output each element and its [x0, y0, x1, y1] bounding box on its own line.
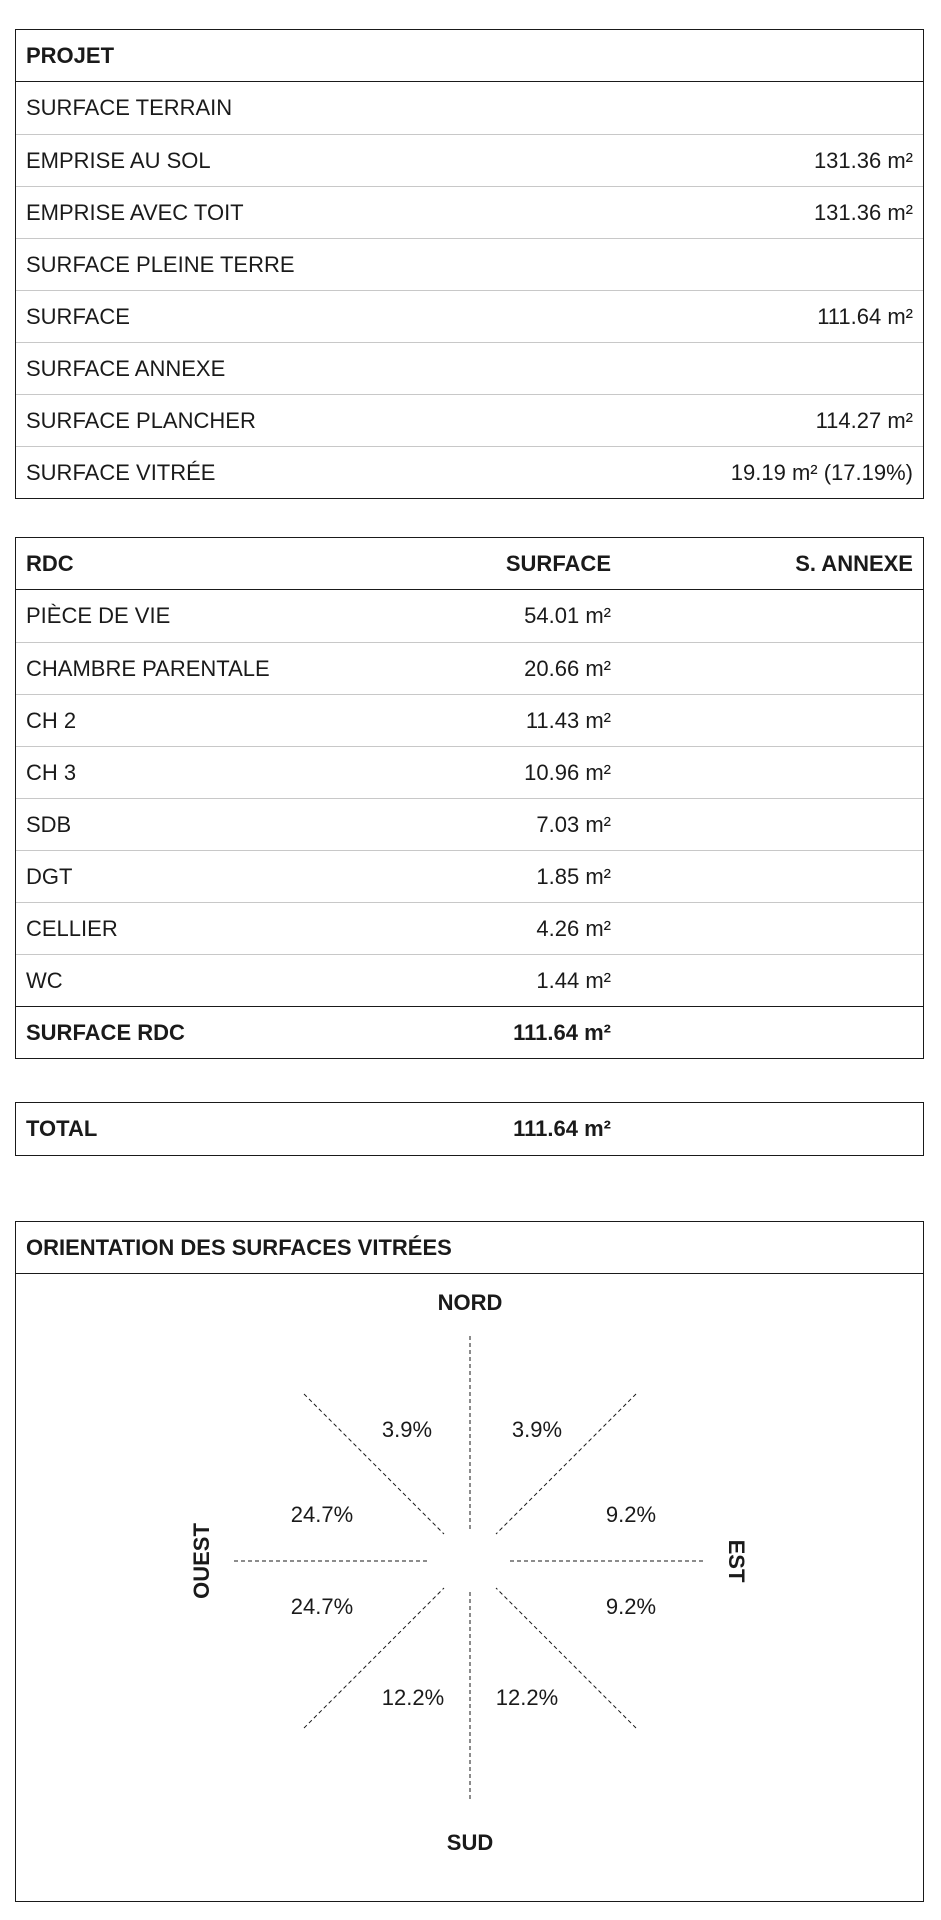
row-label: SURFACE: [26, 303, 130, 329]
table-row: [16, 238, 923, 290]
room-surface: 7.03 m²: [536, 811, 611, 837]
row-value: 131.36 m²: [813, 147, 913, 173]
table-row: [16, 954, 923, 1006]
row-label: SURFACE TERRAIN: [26, 95, 233, 120]
orientation-header: [16, 1222, 923, 1274]
rdc-header: [16, 538, 923, 590]
table-row: [16, 134, 923, 186]
row-value: 114.27 m²: [815, 407, 913, 433]
pct-nnw: 3.9%: [381, 1417, 433, 1442]
orientation-panel: [15, 1221, 924, 1902]
table-row: [16, 446, 923, 498]
south-label: SUD: [446, 1830, 494, 1855]
pct-wnw: 24.7%: [290, 1502, 354, 1527]
room-surface: 1.85 m²: [536, 863, 611, 889]
room-name: DGT: [26, 863, 73, 889]
room-name: CHAMBRE PARENTALE: [26, 655, 270, 681]
row-label: EMPRISE AVEC TOIT: [26, 199, 244, 225]
total-value: 111.64 m²: [513, 1116, 611, 1141]
room-surface: 11.43 m²: [525, 707, 611, 733]
projet-title: PROJET: [26, 42, 115, 68]
table-row: [16, 342, 923, 394]
west-label: OUEST: [189, 1523, 214, 1599]
room-name: SDB: [26, 811, 72, 837]
col-header-surface: SURFACE: [505, 550, 611, 576]
row-label: SURFACE PLANCHER: [26, 407, 256, 433]
room-name: CELLIER: [26, 915, 118, 941]
col-header-annexe: S. ANNEXE: [795, 550, 913, 576]
total-label: TOTAL: [26, 1116, 98, 1141]
orientation-title: ORIENTATION DES SURFACES VITRÉES: [26, 1234, 452, 1260]
pct-sse: 12.2%: [495, 1685, 559, 1710]
room-name: CH 3: [26, 759, 77, 785]
compass-lines: [16, 1274, 922, 1901]
pct-wsw: 24.7%: [290, 1594, 354, 1619]
pct-ssw: 12.2%: [381, 1685, 445, 1710]
room-name: PIÈCE DE VIE: [26, 603, 171, 628]
rdc-total-row: [16, 1006, 923, 1058]
table-row: [16, 850, 923, 902]
total-table: [15, 1102, 924, 1156]
row-label: SURFACE ANNEXE: [26, 355, 226, 381]
row-value: 131.36 m²: [813, 199, 913, 225]
room-surface: 10.96 m²: [524, 759, 611, 785]
rdc-total-label: SURFACE RDC: [26, 1019, 185, 1045]
room-name: CH 2: [26, 707, 77, 733]
room-surface: 4.26 m²: [536, 915, 611, 941]
row-value: 19.19 m² (17.19%): [730, 459, 913, 485]
pct-ene: 9.2%: [605, 1502, 657, 1527]
row-label: SURFACE PLEINE TERRE: [26, 251, 295, 277]
table-row: [16, 290, 923, 342]
table-row: [16, 82, 923, 134]
projet-table: [15, 29, 924, 499]
room-surface: 1.44 m²: [536, 967, 611, 993]
room-surface: 20.66 m²: [524, 655, 611, 681]
table-row: [16, 394, 923, 446]
table-row: [16, 902, 923, 954]
table-row: [16, 590, 923, 642]
rdc-table: [15, 537, 924, 1059]
row-label: SURFACE VITRÉE: [26, 459, 216, 485]
pct-nne: 3.9%: [511, 1417, 563, 1442]
total-row: [16, 1103, 923, 1155]
room-name: WC: [26, 967, 63, 993]
col-header-name: RDC: [26, 550, 74, 576]
table-row: [16, 186, 923, 238]
table-row: [16, 746, 923, 798]
table-row: [16, 798, 923, 850]
row-value: 111.64 m²: [817, 303, 913, 329]
compass-diagram: [16, 1274, 923, 1901]
table-row: [16, 694, 923, 746]
projet-header: [16, 30, 923, 82]
pct-ese: 9.2%: [605, 1594, 657, 1619]
rdc-total-surface: 111.64 m²: [513, 1019, 611, 1045]
east-label: EST: [724, 1539, 749, 1583]
north-label: NORD: [437, 1290, 503, 1315]
row-label: EMPRISE AU SOL: [26, 147, 211, 173]
table-row: [16, 642, 923, 694]
room-surface: 54.01 m²: [524, 603, 611, 628]
